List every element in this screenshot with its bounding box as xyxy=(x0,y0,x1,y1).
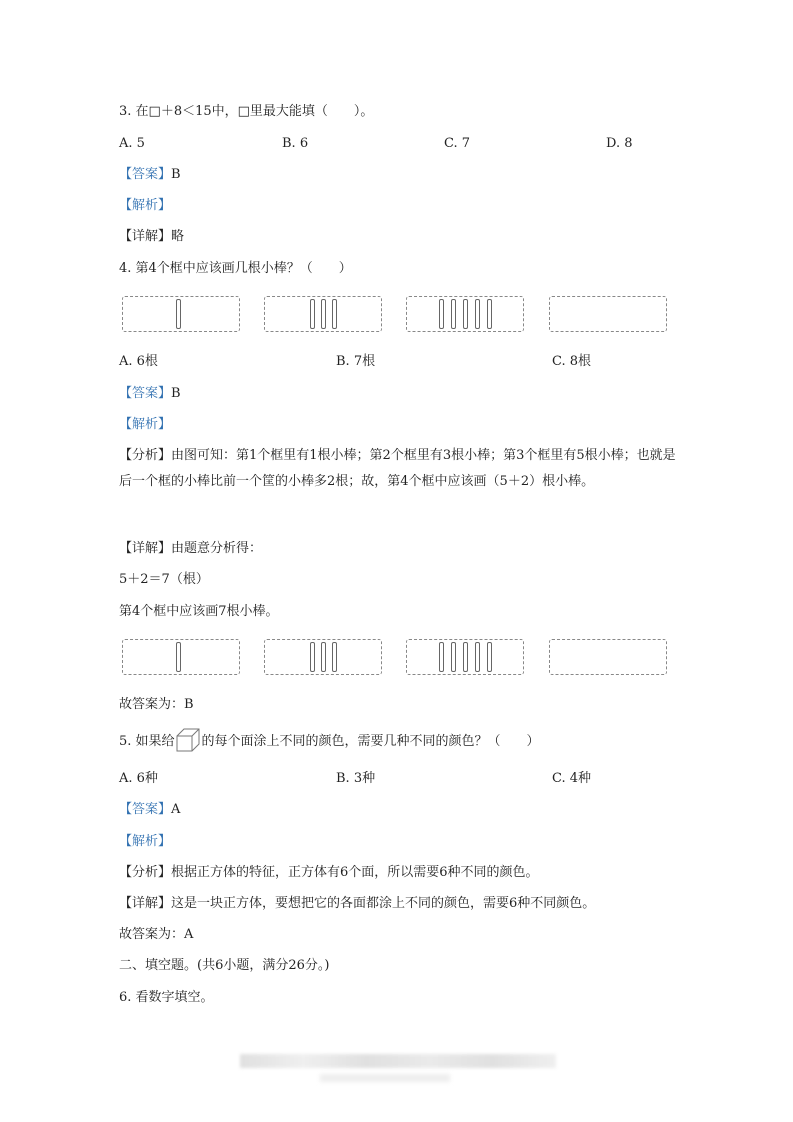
stick xyxy=(310,642,315,672)
q4-question: 4. 第4个框中应该画几根小棒？（ ） xyxy=(119,261,352,276)
stick xyxy=(475,299,480,329)
q4-answer-line xyxy=(119,385,181,403)
q4-final: 故答案为：B xyxy=(119,697,194,712)
q3-option-b: B. 6 xyxy=(282,136,309,151)
q5-answer-tag: 【答案】 xyxy=(119,802,172,817)
q4-option-c: C. 8根 xyxy=(552,354,592,369)
q4-option-a: A. 6根 xyxy=(119,354,158,369)
footer-watermark xyxy=(240,1054,556,1068)
stick xyxy=(310,299,315,329)
q5-detail-tag: 【详解】 xyxy=(119,896,172,911)
frame-3 xyxy=(406,639,524,675)
q4-answer-tag: 【答案】 xyxy=(119,386,172,401)
frame-4 xyxy=(549,639,667,675)
q3-option-a: A. 5 xyxy=(119,136,145,151)
stick xyxy=(332,299,337,329)
q3-detail-tag: 【详解】 xyxy=(119,229,172,244)
stick xyxy=(321,299,326,329)
q5-answer: A xyxy=(171,802,181,817)
q4-conclusion: 第4个框中应该画7根小棒。 xyxy=(119,604,279,619)
q4-option-b: B. 7根 xyxy=(336,354,376,369)
q5-analysis-tag: 【解析】 xyxy=(119,834,172,849)
q3-answer-tag: 【答案】 xyxy=(119,167,172,182)
frame-3 xyxy=(406,296,524,332)
footer-watermark-sub xyxy=(320,1074,450,1082)
stick xyxy=(176,642,181,672)
q5-final: 故答案为：A xyxy=(119,927,194,942)
q3-answer: B xyxy=(171,167,181,182)
q3-detail-line xyxy=(119,228,184,246)
q5-question-prefix: 5. 如果给 xyxy=(119,734,175,749)
q4-detail-line xyxy=(119,540,262,558)
stick xyxy=(332,642,337,672)
stick xyxy=(463,299,468,329)
section-title: 二、填空题。(共6小题，满分26分。) xyxy=(119,958,330,973)
q5-detail-line xyxy=(119,895,595,913)
frame-1 xyxy=(122,296,240,332)
stick xyxy=(451,299,456,329)
q4-answer: B xyxy=(171,386,181,401)
q3-answer-line xyxy=(119,166,181,184)
frame-2 xyxy=(264,296,382,332)
frame-2 xyxy=(264,639,382,675)
q3-question: 3. 在□＋8＜15中，□里最大能填（ ）。 xyxy=(119,104,374,119)
q6-question: 6. 看数字填空。 xyxy=(119,990,214,1005)
stick xyxy=(321,642,326,672)
stick xyxy=(487,299,492,329)
stick xyxy=(463,642,468,672)
q4-detail-tag: 【详解】 xyxy=(119,541,172,556)
stick xyxy=(487,642,492,672)
q3-option-c: C. 7 xyxy=(444,136,471,151)
q5-answer-line xyxy=(119,801,180,819)
frame-4 xyxy=(549,296,667,332)
q5-option-b: B. 3种 xyxy=(336,771,376,786)
stick xyxy=(475,642,480,672)
q3-detail: 略 xyxy=(171,229,185,244)
q5-option-a: A. 6种 xyxy=(119,771,158,786)
q4-analysis-tag: 【解析】 xyxy=(119,417,172,432)
q5-question xyxy=(119,733,540,751)
q5-fenxi-tag: 【分析】 xyxy=(119,865,172,880)
q4-calc: 5＋2＝7（根） xyxy=(119,572,209,587)
q5-option-c: C. 4种 xyxy=(552,771,592,786)
q3-option-d: D. 8 xyxy=(606,136,633,151)
q5-question-suffix: 的每个面涂上不同的颜色，需要几种不同的颜色？（ ） xyxy=(201,734,540,749)
stick xyxy=(176,299,181,329)
q5-fenxi: 根据正方体的特征，正方体有6个面，所以需要6种不同的颜色。 xyxy=(171,865,539,880)
cube-icon xyxy=(175,733,202,751)
stick xyxy=(439,642,444,672)
stick xyxy=(451,642,456,672)
q5-detail: 这是一块正方体，要想把它的各面都涂上不同的颜色，需要6种不同颜色。 xyxy=(171,896,596,911)
frame-1 xyxy=(122,639,240,675)
q3-analysis-tag: 【解析】 xyxy=(119,198,172,213)
q5-fenxi-line xyxy=(119,864,539,882)
q4-fenxi xyxy=(119,443,679,495)
q4-detail: 由题意分析得： xyxy=(171,541,263,556)
q4-fenxi-text: 由图可知：第1个框里有1根小棒；第2个框里有3根小棒；第3个框里有5根小棒；也就是后一个框的小棒比前一个筐的小棒多2根；故，第4个框中应该画（5＋2）根小棒。 xyxy=(119,448,676,489)
q4-fenxi-tag: 【分析】 xyxy=(119,448,172,463)
stick xyxy=(439,299,444,329)
